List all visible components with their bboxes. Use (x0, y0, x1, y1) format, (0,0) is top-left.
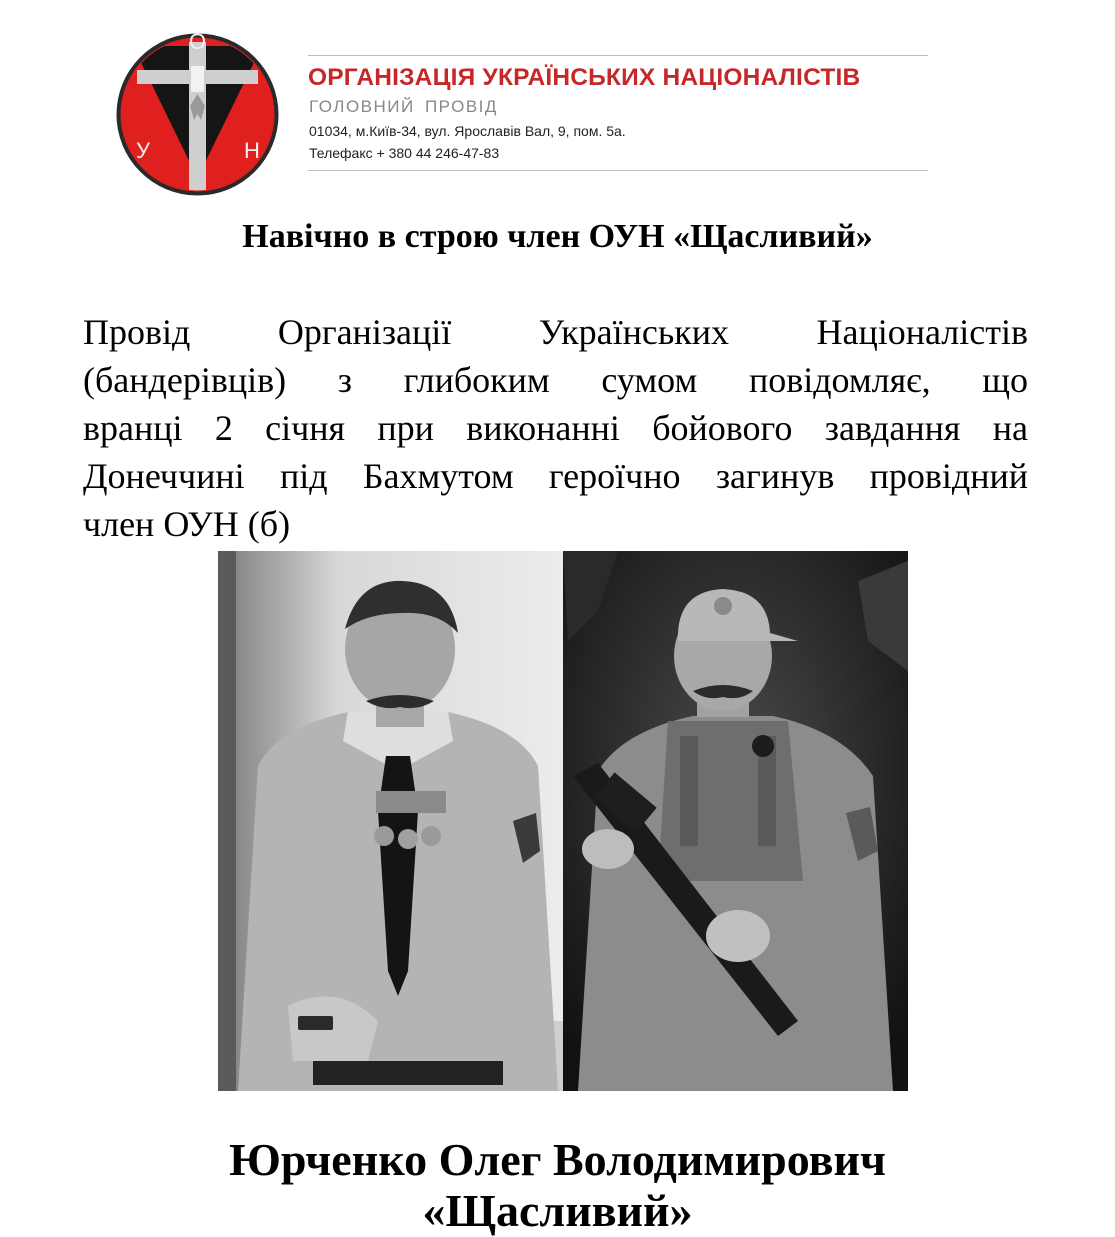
page-title: Навічно в строю член ОУН «Щасливий» (242, 218, 873, 255)
paragraph-line: член ОУН (б) (83, 504, 291, 544)
person-name: Юрченко Олег Володимирович (229, 1134, 886, 1185)
org-phone: Телефакс + 380 44 246-47-83 (309, 145, 500, 161)
org-name: ОРГАНІЗАЦІЯ УКРАЇНСЬКИХ НАЦІОНАЛІСТІВ (308, 64, 861, 91)
logo-letter: У (136, 138, 150, 163)
paragraph-line: Провід Організації Українських Націоналістів (83, 312, 1028, 352)
logo-letter: Н (244, 138, 260, 163)
portrait-in-camouflage-with-rifle (563, 551, 908, 1091)
paragraph-line: Донеччині під Бахмутом героїчно загинув провідний (83, 456, 1028, 496)
paragraph-line: вранці 2 січня при виконанні бойового завдання на (83, 408, 1028, 448)
header-divider-bottom (308, 170, 928, 171)
paragraph-line: (бандерівців) з глибоким сумом повідомляє, що (83, 360, 1028, 400)
org-subtitle: ГОЛОВНИЙ ПРОВІД (309, 97, 498, 116)
portrait-in-uniform-with-medals (218, 551, 563, 1091)
oun-emblem-icon (115, 28, 280, 201)
person-nickname: «Щасливий» (422, 1185, 693, 1236)
org-address: 01034, м.Київ-34, вул. Ярославів Вал, 9, пом. 5а. (309, 123, 626, 139)
header-divider-top (308, 55, 928, 56)
logo-letter: О (188, 29, 207, 54)
memorial-photos (218, 551, 908, 1091)
